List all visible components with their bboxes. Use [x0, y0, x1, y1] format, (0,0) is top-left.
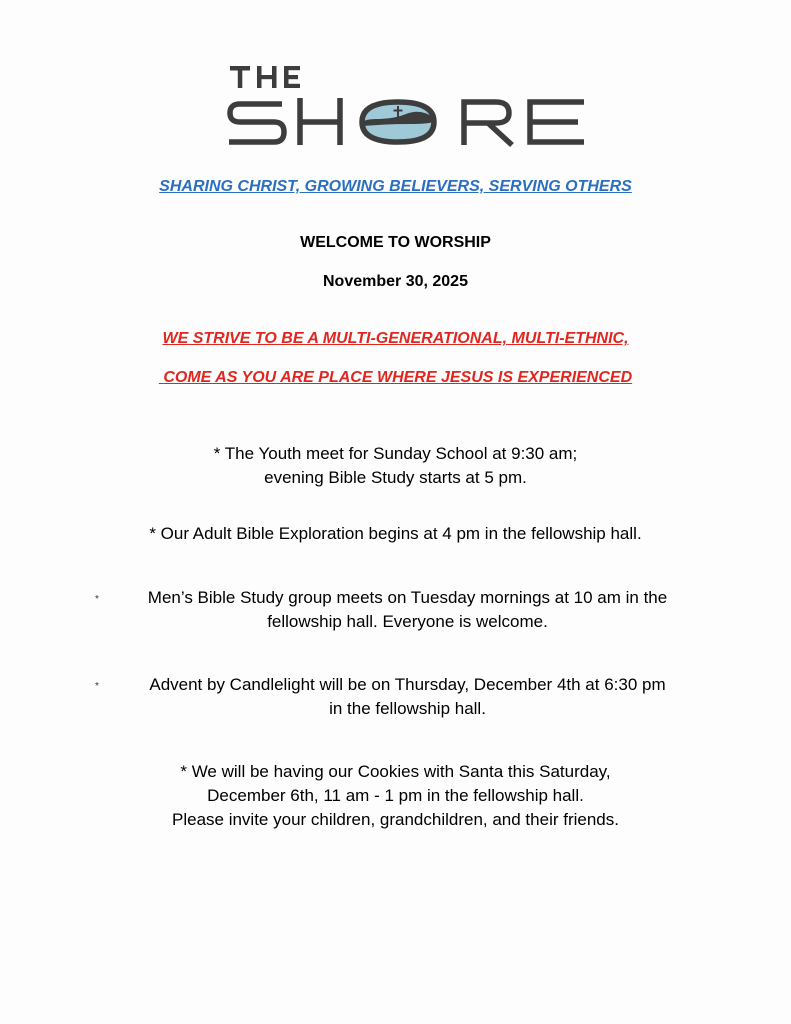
announcement-mens-study	[0, 586, 791, 634]
mission-statement-line-2: COME AS YOU ARE PLACE WHERE JESUS IS EXPERIENCED	[163, 369, 633, 386]
mission-statement-line-1: WE STRIVE TO BE A MULTI-GENERATIONAL, MULTI-ETHNIC,	[162, 330, 629, 347]
the-shore-logo	[226, 62, 588, 148]
announcement-line: * The Youth meet for Sunday School at 9:30 am;	[213, 444, 578, 463]
announcement-line: fellowship hall. Everyone is welcome.	[267, 612, 548, 631]
service-date: November 30, 2025	[323, 273, 468, 290]
announcement-line: in the fellowship hall.	[329, 699, 486, 718]
announcement-line: evening Bible Study starts at 5 pm.	[264, 468, 527, 487]
church-tagline: SHARING CHRIST, GROWING BELIEVERS, SERVING OTHERS	[159, 178, 632, 195]
announcement-adult-bible	[0, 522, 791, 546]
announcement-youth	[0, 442, 791, 490]
announcement-line: Please invite your children, grandchildren, and their friends.	[172, 810, 619, 829]
announcement-cookies-with-santa	[0, 760, 791, 832]
bullet-icon: *	[95, 681, 99, 692]
announcement-line: * Our Adult Bible Exploration begins at 4 pm in the fellowship hall.	[149, 524, 642, 543]
announcement-line: Advent by Candlelight will be on Thursday, December 4th at 6:30 pm	[149, 675, 666, 694]
announcement-line: * We will be having our Cookies with Santa this Saturday,	[180, 762, 611, 781]
announcement-line: December 6th, 11 am - 1 pm in the fellowship hall.	[207, 786, 584, 805]
bullet-icon: *	[95, 594, 99, 605]
announcement-advent	[0, 673, 791, 721]
announcement-line: Men’s Bible Study group meets on Tuesday mornings at 10 am in the	[147, 588, 668, 607]
welcome-heading: WELCOME TO WORSHIP	[300, 234, 491, 251]
